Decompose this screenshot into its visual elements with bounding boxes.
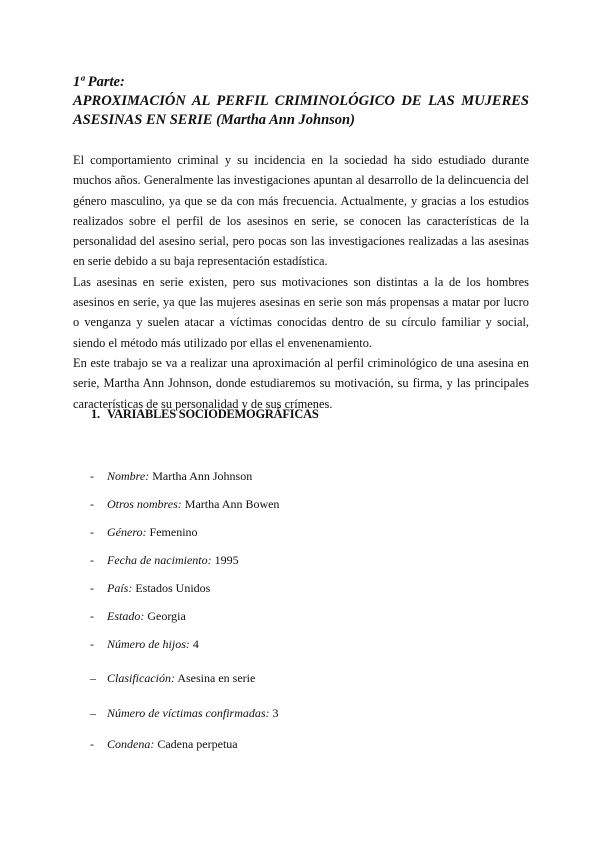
paragraph-1: El comportamiento criminal y su incidencia en la sociedad ha sido estudiado durante muchos años. Generalmente las investigaciones apuntan al desarrollo de la delincuencia del género masculino, ya que se da con más frecuencia. Actualmente, y gracias a los estudios realizados sobre el perfil de los asesinos en serie, se conocen las características de la personalidad del asesino serial, pero pocas son las investigaciones realizadas a las asesinas en serie debido a su baja representación estadística.	[73, 153, 529, 269]
bullet-dash: -	[90, 737, 94, 751]
variable-value: Georgia	[147, 609, 186, 623]
bullet-dash: –	[90, 706, 96, 720]
variable-value: Cadena perpetua	[157, 737, 238, 751]
document-title: APROXIMACIÓN AL PERFIL CRIMINOLÓGICO DE LAS MUJERES ASESINAS EN SERIE	[73, 93, 529, 128]
variable-value: 4	[192, 637, 199, 651]
variable-value: Martha Ann Bowen	[184, 497, 280, 511]
variable-value: Femenino	[149, 525, 198, 539]
introduction	[73, 150, 529, 414]
bullet-dash: -	[90, 525, 94, 539]
list-item	[90, 671, 255, 686]
list-item	[90, 609, 186, 624]
bullet-dash: -	[90, 469, 94, 483]
list-item	[90, 637, 199, 652]
title-block	[73, 73, 529, 130]
variable-value: Martha Ann Johnson	[152, 469, 253, 483]
variable-label: Clasificación:	[107, 671, 175, 685]
variable-label: Fecha de nacimiento:	[107, 553, 212, 567]
variable-value: 1995	[214, 553, 239, 567]
bullet-dash: -	[90, 609, 94, 623]
list-item	[90, 497, 279, 512]
bullet-dash: –	[90, 671, 96, 685]
variable-value: Estados Unidos	[135, 581, 211, 595]
paragraph-2: Las asesinas en serie existen, pero sus motivaciones son distintas a la de los hombres asesinos en serie, ya que las mujeres asesinas en serie son más propensas a matar por lucro o venganza y suelen atacar a víctimas conocidas dentro de su círculo familiar y social, siendo el método más utilizado por ellas el envenenamiento.	[73, 274, 529, 350]
variable-value: Asesina en serie	[177, 671, 256, 685]
author-note: (Martha Ann Johnson)	[216, 112, 355, 128]
variable-label: País:	[107, 581, 133, 595]
list-item	[90, 469, 252, 484]
bullet-dash: -	[90, 581, 94, 595]
list-item	[90, 553, 239, 568]
bullet-dash: -	[90, 553, 94, 567]
list-item	[90, 525, 198, 540]
document-title-line	[73, 92, 529, 130]
variable-label: Condena:	[107, 737, 155, 751]
list-item	[90, 737, 238, 752]
part-label: 1ª Parte:	[73, 74, 125, 90]
paragraph-3: En este trabajo se va a realizar una aproximación al perfil criminológico de una asesina en serie, Martha Ann Johnson, donde estudiaremos su motivación, su firma, y las principales características de su personalidad y de sus crímenes.	[73, 355, 529, 411]
variable-label: Género:	[107, 525, 147, 539]
variable-label: Número de víctimas confirmadas:	[107, 706, 270, 720]
bullet-dash: -	[90, 637, 94, 651]
section-title: VARIABLES SOCIODEMOGRÁFICAS	[107, 407, 319, 421]
variable-value: 3	[272, 706, 279, 720]
variable-label: Otros nombres:	[107, 497, 182, 511]
section-number: 1.	[91, 407, 100, 421]
list-item	[90, 706, 279, 721]
list-item	[90, 581, 210, 596]
bullet-dash: -	[90, 497, 94, 511]
variable-label: Estado:	[107, 609, 145, 623]
variable-label: Número de hijos:	[107, 637, 190, 651]
variable-label: Nombre:	[107, 469, 150, 483]
section-heading	[91, 407, 319, 422]
